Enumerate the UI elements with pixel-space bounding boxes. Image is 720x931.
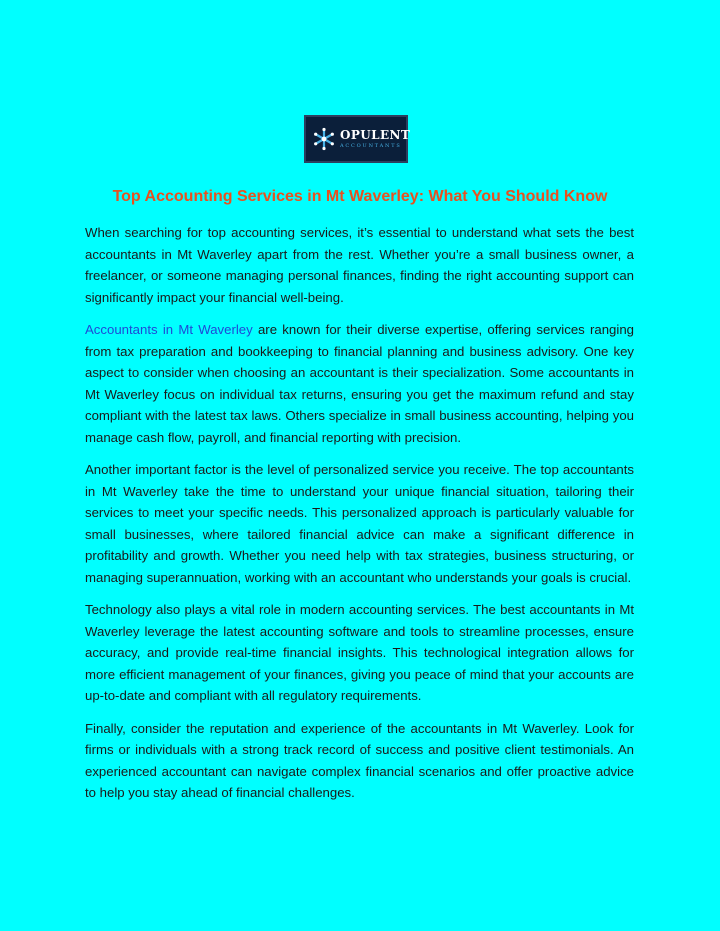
- paragraph-services: [85, 319, 634, 448]
- paragraph-reputation: Finally, consider the reputation and experience of the accountants in Mt Waverley. Look for firms or individuals with a strong track record of success and positive client testimonials. An experienced accountant can navigate complex financial scenarios and offer proactive advice to help you stay ahead of financial challenges.: [85, 720, 634, 800]
- article-body: [85, 222, 634, 815]
- logo-name: OPULENT: [340, 128, 411, 142]
- paragraph-personalized-service: Another important factor is the level of personalized service you receive. The top accountants in Mt Waverley take the time to understand your unique financial situation, tailoring their services to meet your specific needs. This personalized approach is particularly valuable for small businesses, where tailored financial advice can make a significant difference in profitability and growth. Whether you need help with tax strategies, business structuring, or managing superannuation, working with an accountant who understands your goals is crucial.: [85, 462, 634, 585]
- company-logo: [304, 115, 411, 163]
- snowflake-logo-icon: [312, 127, 336, 151]
- logo-subtitle: ACCOUNTANTS: [340, 143, 402, 149]
- paragraph-services-text: are known for their diverse expertise, offering services ranging from tax preparation and bookkeeping to financial planning and business advisory. One key aspect to consider when choosing an accountant is their specialization. Some accountants in Mt Waverley focus on individual tax returns, ensuring you get the maximum refund and stay compliant with the latest tax laws. Others specialize in small business accounting, helping you manage cash flow, payroll, and financial reporting with precision.: [85, 322, 634, 445]
- paragraph-intro: When searching for top accounting services, it’s essential to understand what sets the best accountants in Mt Waverley apart from the rest. Whether you’re a small business owner, a freelancer, or someone managing personal finances, finding the right accounting support can significantly impact your financial well-being.: [85, 225, 634, 305]
- accountants-link[interactable]: Accountants in Mt Waverley: [85, 322, 253, 337]
- paragraph-technology: Technology also plays a vital role in modern accounting services. The best accountants in Mt Waverley leverage the latest accounting software and tools to streamline processes, ensure accuracy, and provide real-time financial insights. This technological integration allows for more efficient management of your finances, giving you peace of mind that your accounts are up-to-date and compliant with all regulatory requirements.: [85, 602, 634, 703]
- article-title: Top Accounting Services in Mt Waverley: What You Should Know: [112, 188, 608, 205]
